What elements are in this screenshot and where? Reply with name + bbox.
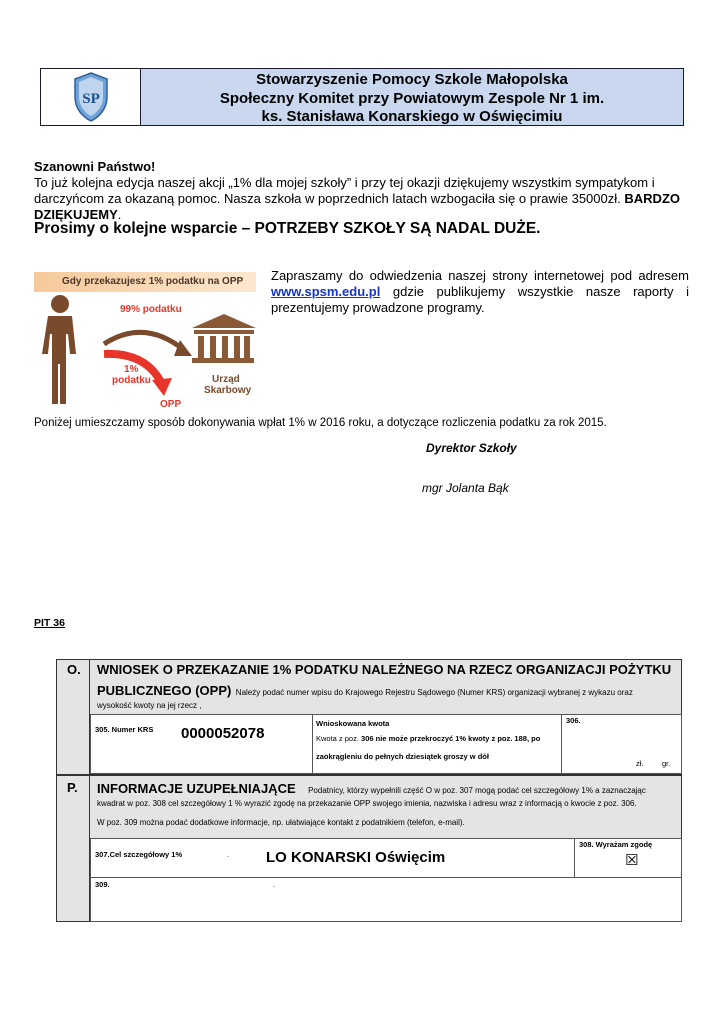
tax-illustration <box>34 272 256 408</box>
krs-value: 0000052078 <box>181 725 265 742</box>
section-p-note-a: Podatnicy, którzy wypełnili część O w poz. 307 mogą podać cel szczegółowy 1% a zaznaczając <box>308 786 646 795</box>
association-logo <box>41 69 141 125</box>
section-p-title: INFORMACJE UZUPEŁNIAJĄCE <box>97 781 296 796</box>
section-o-note-b: wysokość kwoty na jej rzecz , <box>97 701 202 710</box>
krs-field[interactable]: 305. Numer KRS 0000052078 <box>90 714 313 774</box>
consent-field-308[interactable]: 308. Wyrażam zgodę ☒ <box>574 838 682 878</box>
svg-text:1%: 1% <box>124 364 139 375</box>
arrow-99-icon <box>104 332 184 350</box>
section-o-letter: O. <box>67 662 81 677</box>
svg-text:SP: SP <box>81 91 100 107</box>
section-p-letter: P. <box>67 780 78 795</box>
header-title <box>141 69 683 125</box>
svg-text:Urząd: Urząd <box>212 374 240 385</box>
target-value: LO KONARSKI Oświęcim <box>266 849 446 866</box>
pit36-form-excerpt <box>56 659 682 922</box>
greeting: Szanowni Państwo! <box>34 159 156 174</box>
pit-label: PIT 36 <box>34 617 65 629</box>
target-field-307[interactable]: 307.Cel szczegółowy 1% . LO KONARSKI Oświęcim <box>90 838 575 878</box>
amount-info: Wnioskowana kwota Kwota z poz. 306 nie może przekroczyć 1% kwoty z poz. 188, po zaokrągleniu do pełnych dziesiątek groszy w dół <box>312 714 562 774</box>
logo-shield-icon <box>71 71 111 123</box>
section-o-note-a: Należy podać numer wpisu do Krajowego Rejestru Sądowego (Numer KRS) organizacji wybranej z wykazu oraz <box>235 688 633 697</box>
svg-text:OPP: OPP <box>160 399 182 408</box>
person-icon <box>42 295 76 404</box>
svg-text:Skarbowy: Skarbowy <box>204 385 252 396</box>
director-title: Dyrektor Szkoły <box>426 441 517 455</box>
website-link[interactable]: www.spsm.edu.pl <box>271 284 381 299</box>
illustration-banner: Gdy przekazujesz 1% podatku na OPP <box>34 272 256 292</box>
letter-body: To już kolejna edycja naszej akcji „1% dla mojej szkoły” i przy tej okazji dziękujemy wszystkim sympatykom i darczyńcom za okazaną pomoc. Nasza szkoła w poprzednich latach wzbogaciła się o prawie 35000zł. <box>34 175 655 206</box>
header-banner <box>40 68 684 126</box>
section-p-note-c: W poz. 309 można podać dodatkowe informacje, np. ułatwiające kontakt z podatnikiem (telefon, e-mail). <box>97 818 465 827</box>
section-p-note-b: kwadrat w poz. 308 cel szczegółowy 1 % wyrazić zgodę na przekazanie OPP swojego imienia, nazwiska i adresu wraz z informacją o kwocie z poz. 306. <box>97 799 637 808</box>
header-line-3: ks. Stanisława Konarskiego w Oświęcimiu <box>261 108 563 125</box>
website-invitation: Zapraszamy do odwiedzenia naszej strony internetowej pod adresem www.spsm.edu.pl gdzie publikujemy wszystkie nasze raporty i prezentujemy prowadzone programy. <box>271 268 689 315</box>
section-o-title-1: WNIOSEK O PRZEKAZANIE 1% PODATKU NALEŻNEGO NA RZECZ ORGANIZACJI POŻYTKU <box>97 662 672 677</box>
amount-field-306[interactable]: 306. zł. gr. <box>561 714 682 774</box>
thanks-text: BARDZO DZIĘKUJEMY <box>34 191 680 222</box>
svg-text:99% podatku: 99% podatku <box>120 304 182 315</box>
svg-text:podatku: podatku <box>112 375 151 386</box>
director-name: mgr Jolanta Bąk <box>422 481 509 495</box>
illustration-graphic <box>34 292 256 408</box>
support-request: Prosimy o kolejne wsparcie – POTRZEBY SZKOŁY SĄ NADAL DUŻE. <box>34 220 541 237</box>
letter-intro: Szanowni Państwo! To już kolejna edycja naszej akcji „1% dla mojej szkoły” i przy tej okazji dziękujemy wszystkim sympatykom i darczyńcom za okazaną pomoc. Nasza szkoła w poprzednich latach wzbogaciła się o prawie 35000zł. BARDZO DZIĘKUJEMY. <box>34 159 680 222</box>
payment-info-text: Poniżej umieszczamy sposób dokonywania wpłat 1% w 2016 roku, a dotyczące rozliczenia podatku za rok 2015. <box>34 417 607 429</box>
extra-info-field-309[interactable]: 309. . <box>90 877 682 922</box>
header-line-2: Społeczny Komitet przy Powiatowym Zespole Nr 1 im. <box>219 89 605 107</box>
header-line-1: Stowarzyszenie Pomocy Szkole Małopolska <box>256 71 568 88</box>
section-o-title-2: PUBLICZNEGO (OPP) <box>97 683 232 698</box>
consent-checkbox-icon[interactable]: ☒ <box>625 851 639 869</box>
tax-office-icon <box>192 314 256 363</box>
